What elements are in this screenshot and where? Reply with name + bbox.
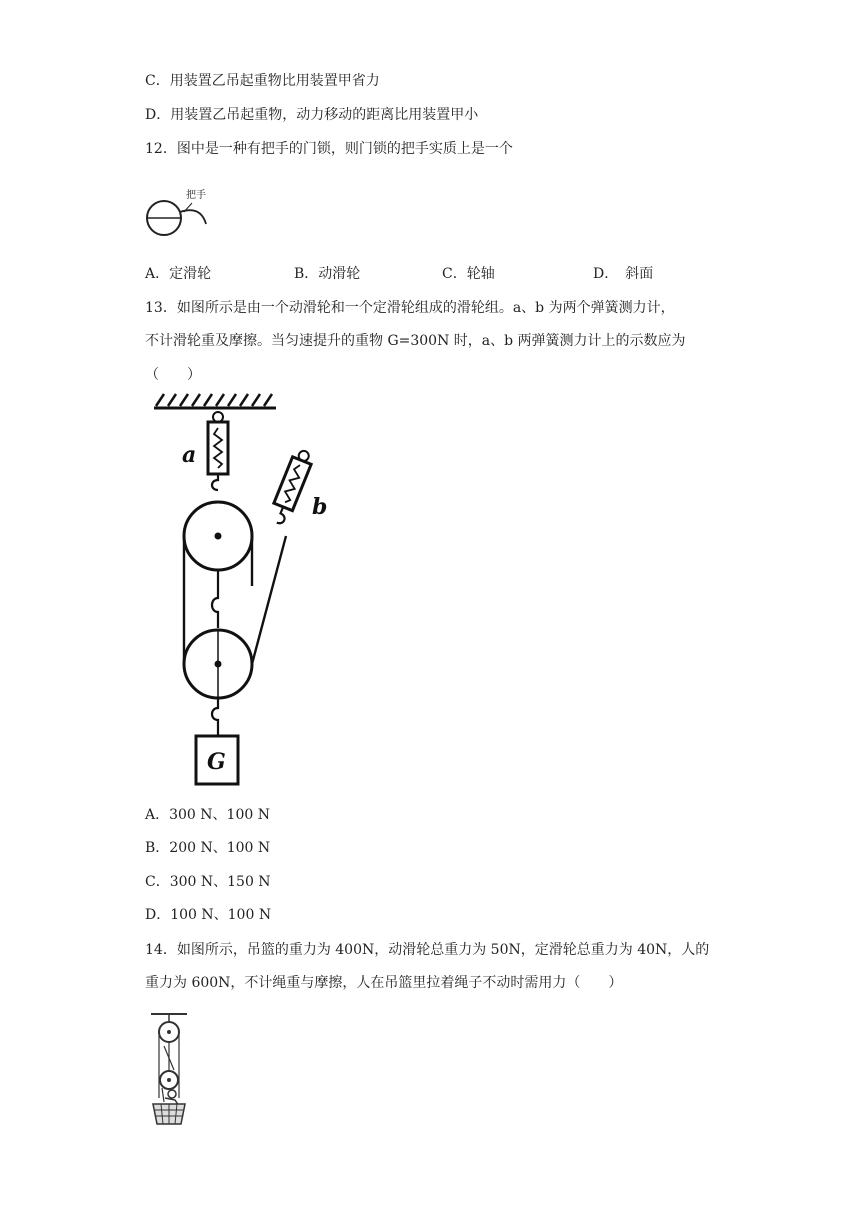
q13-option-b: B．200 N、100 N	[145, 840, 271, 856]
label-a: a	[182, 442, 197, 468]
moving-pulley	[184, 630, 252, 698]
door-handle-figure	[140, 186, 220, 242]
spring-scale-b	[267, 448, 314, 527]
q12-option-a: A．定滑轮	[145, 266, 212, 282]
ceiling	[154, 394, 276, 408]
q11-option-c: C．用装置乙吊起重物比用装置甲省力	[145, 73, 380, 89]
q12-option-d: D． 斜面	[593, 266, 654, 282]
q12-option-b: B．动滑轮	[294, 266, 361, 282]
q13-stem-line2: 不计滑轮重及摩擦。当匀速提升的重物 G=300N 时，a、b 两弹簧测力计上的示数应为	[145, 333, 686, 349]
q13-option-c: C．300 N、150 N	[145, 874, 271, 890]
q13-option-a: A．300 N、100 N	[145, 807, 270, 823]
label-g: G	[207, 749, 226, 775]
handle-label: 把手	[186, 190, 206, 201]
basket-pulley-figure	[145, 1010, 195, 1128]
rope	[184, 536, 286, 664]
q12-option-c: C．轮轴	[442, 266, 495, 282]
pulley-system-figure	[150, 390, 350, 790]
spring-scale-a	[208, 412, 228, 490]
q13-option-d: D．100 N、100 N	[145, 907, 272, 923]
q11-option-d: D．用装置乙吊起重物，动力移动的距离比用装置甲小	[145, 107, 479, 123]
q13-stem-line3: （ ）	[145, 367, 201, 383]
q14-stem-line2: 重力为 600N，不计绳重与摩擦，人在吊篮里拉着绳子不动时需用力（ ）	[145, 975, 623, 991]
label-b: b	[312, 494, 328, 520]
fixed-pulley	[184, 502, 252, 570]
q12-stem: 12．图中是一种有把手的门锁，则门锁的把手实质上是一个	[145, 141, 513, 157]
q13-stem-line1: 13．如图所示是由一个动滑轮和一个定滑轮组成的滑轮组。a、b 为两个弹簧测力计，	[145, 300, 675, 316]
q14-stem-line1: 14．如图所示，吊篮的重力为 400N，动滑轮总重力为 50N，定滑轮总重力为 40N，人的	[145, 942, 710, 958]
